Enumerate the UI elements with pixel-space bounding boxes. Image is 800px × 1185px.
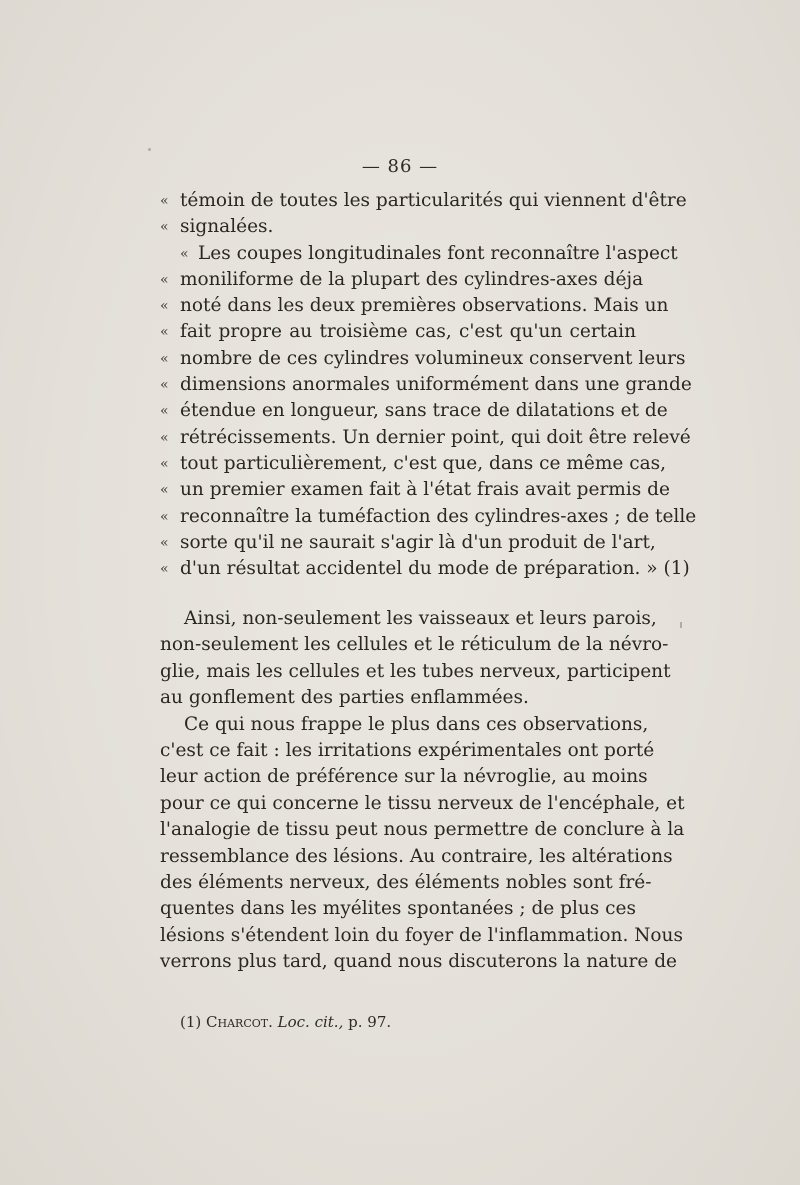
quoted-line	[160, 188, 687, 214]
quote-mark: «	[160, 377, 169, 394]
quoted-line-text: nombre de ces cylindres volumineux conservent leurs	[180, 347, 686, 369]
quoted-line-text: fait propre au troisième cas, c'est qu'un certain	[180, 321, 636, 343]
text-line: pour ce qui concerne le tissu nerveux de l'encéphale, et	[160, 792, 685, 814]
footnote-number: (1)	[180, 1013, 202, 1031]
quoted-line-text: d'un résultat accidentel du mode de préparation. » (1)	[180, 558, 690, 580]
footnote-author: Charcot.	[206, 1013, 273, 1031]
quoted-line	[160, 504, 697, 530]
text-line: l'analogie de tissu peut nous permettre de conclure à la	[160, 819, 685, 841]
quoted-line	[160, 451, 666, 477]
quoted-line-text: sorte qu'il ne saurait s'agir là d'un produit de l'art,	[180, 531, 656, 553]
footnote	[180, 1012, 391, 1032]
quoted-line	[160, 214, 636, 240]
quote-mark: «	[160, 324, 169, 341]
quoted-line-text: Les coupes longitudinales font reconnaître l'aspect	[198, 242, 678, 264]
quote-mark: «	[160, 429, 169, 446]
quote-mark: «	[160, 271, 169, 288]
quoted-line	[160, 398, 668, 424]
quoted-passage	[160, 188, 697, 582]
quoted-line	[160, 267, 644, 293]
quoted-line-text: témoin de toutes les particularités qui viennent d'être	[180, 190, 687, 211]
quoted-line	[160, 425, 691, 451]
quoted-line	[160, 556, 690, 582]
body-text	[160, 606, 685, 975]
quoted-line-text: tout particulièrement, c'est que, dans ce même cas,	[180, 452, 666, 474]
text-line: ressemblance des lésions. Au contraire, les altérations	[160, 845, 673, 867]
quoted-line-text: étendue en longueur, sans trace de dilatations et de	[180, 400, 668, 422]
quote-mark: «	[160, 508, 169, 525]
quote-mark: «	[180, 245, 189, 262]
quoted-line-text: dimensions anormales uniformément dans une grande	[180, 374, 692, 396]
quoted-line	[160, 346, 686, 372]
page-number: — 86 —	[361, 156, 439, 177]
text-line: au gonflement des parties enflammées.	[160, 687, 529, 709]
text-line: Ce qui nous frappe le plus dans ces observations,	[184, 713, 649, 735]
quoted-line	[160, 530, 656, 556]
text-line: leur action de préférence sur la névroglie, au moins	[160, 766, 648, 788]
text-line: quentes dans les myélites spontanées ; de plus ces	[160, 898, 636, 920]
text-line: non-seulement les cellules et le réticulum de la névro-	[160, 634, 669, 656]
quote-mark: «	[160, 403, 169, 420]
quote-mark: «	[160, 219, 169, 236]
footnote-reference: Loc. cit.,	[277, 1013, 344, 1031]
quoted-line	[160, 319, 636, 345]
quote-mark: «	[160, 561, 169, 578]
quote-mark: «	[160, 193, 169, 209]
text-line: lésions s'étendent loin du foyer de l'inflammation. Nous	[160, 924, 683, 946]
quote-mark: «	[160, 298, 169, 315]
quoted-line-text: un premier examen fait à l'état frais avait permis de	[180, 479, 670, 501]
quote-mark: «	[160, 455, 169, 472]
quoted-line-text: noté dans les deux premières observations. Mais un	[180, 295, 669, 317]
text-line: verrons plus tard, quand nous discuterons la nature de	[160, 951, 678, 973]
quoted-line-text: moniliforme de la plupart des cylindres-axes déja	[180, 268, 644, 290]
quote-mark: «	[160, 534, 169, 551]
quoted-line	[160, 372, 692, 398]
text-line: c'est ce fait : les irritations expérimentales ont porté	[160, 739, 655, 761]
paragraph-1	[160, 606, 671, 712]
quoted-line-text: signalées.	[180, 216, 274, 238]
paper-speck	[680, 622, 682, 628]
paragraph-2	[160, 712, 685, 976]
quoted-line	[160, 477, 670, 503]
quoted-line	[160, 241, 678, 267]
footnote-page: p. 97.	[348, 1013, 392, 1031]
quote-mark: «	[160, 482, 169, 499]
quoted-line-text: reconnaître la tuméfaction des cylindres-axes ; de telle	[180, 505, 697, 527]
quoted-line	[160, 293, 669, 319]
text-line: Ainsi, non-seulement les vaisseaux et leurs parois,	[184, 608, 657, 629]
paper-speck	[148, 148, 151, 151]
quote-mark: «	[160, 350, 169, 367]
quoted-line-text: rétrécissements. Un dernier point, qui doit être relevé	[180, 426, 691, 448]
text-line: des éléments nerveux, des éléments nobles sont fré-	[160, 871, 652, 893]
text-line: glie, mais les cellules et les tubes nerveux, participent	[160, 660, 671, 682]
